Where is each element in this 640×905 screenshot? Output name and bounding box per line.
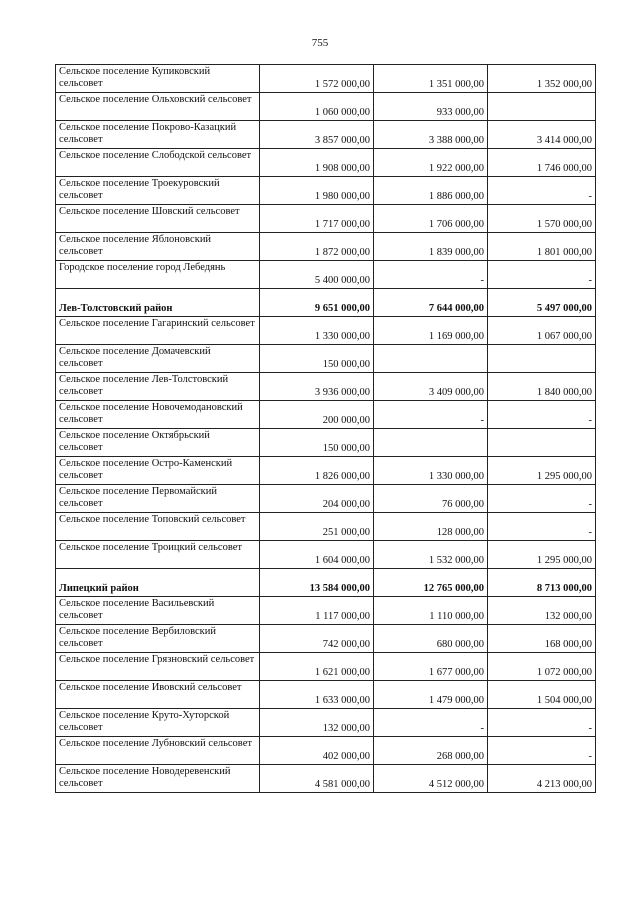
amount-col2-cell: 128 000,00 bbox=[374, 513, 488, 541]
table-row bbox=[56, 261, 596, 289]
settlement-name-cell: Сельское поселение Лев-Толстовский сельсовет bbox=[56, 373, 260, 401]
amount-col3-cell: 1 352 000,00 bbox=[488, 65, 596, 93]
amount-col1-cell: 1 060 000,00 bbox=[260, 93, 374, 121]
amount-col1-cell: 1 826 000,00 bbox=[260, 457, 374, 485]
table-row bbox=[56, 625, 596, 653]
table-row bbox=[56, 177, 596, 205]
settlement-name-cell: Сельское поселение Троицкий сельсовет bbox=[56, 541, 260, 569]
settlement-name-cell: Сельское поселение Новочемодановский сельсовет bbox=[56, 401, 260, 429]
amount-col3-cell: 1 801 000,00 bbox=[488, 233, 596, 261]
page-number: 755 bbox=[311, 37, 329, 49]
settlement-name-cell: Сельское поселение Домачевский сельсовет bbox=[56, 345, 260, 373]
amount-col1-cell: 132 000,00 bbox=[260, 709, 374, 737]
settlement-name-cell: Сельское поселение Вербиловский сельсовет bbox=[56, 625, 260, 653]
table-row bbox=[56, 233, 596, 261]
settlement-name-cell: Сельское поселение Гагаринский сельсовет bbox=[56, 317, 260, 345]
district-total-row bbox=[56, 289, 596, 317]
settlement-name-cell: Сельское поселение Лубновский сельсовет bbox=[56, 737, 260, 765]
amount-col3-cell bbox=[488, 93, 596, 121]
amount-col2-cell: 7 644 000,00 bbox=[374, 289, 488, 317]
amount-col2-cell: 1 839 000,00 bbox=[374, 233, 488, 261]
amount-col3-cell: 3 414 000,00 bbox=[488, 121, 596, 149]
settlement-name-cell: Сельское поселение Васильевский сельсовет bbox=[56, 597, 260, 625]
settlement-name-cell: Сельское поселение Слободской сельсовет bbox=[56, 149, 260, 177]
amount-col2-cell: 1 351 000,00 bbox=[374, 65, 488, 93]
table-row bbox=[56, 681, 596, 709]
settlement-name-cell: Сельское поселение Новодеревенский сельсовет bbox=[56, 765, 260, 793]
settlement-name-cell: Сельское поселение Купиковский сельсовет bbox=[56, 65, 260, 93]
amount-col2-cell bbox=[374, 345, 488, 373]
table-row bbox=[56, 121, 596, 149]
amount-col1-cell: 1 117 000,00 bbox=[260, 597, 374, 625]
amount-col3-cell: 1 067 000,00 bbox=[488, 317, 596, 345]
amount-col1-cell: 1 908 000,00 bbox=[260, 149, 374, 177]
amount-col1-cell: 13 584 000,00 bbox=[260, 569, 374, 597]
amount-col1-cell: 1 872 000,00 bbox=[260, 233, 374, 261]
table-row bbox=[56, 401, 596, 429]
table-row bbox=[56, 205, 596, 233]
amount-col1-cell: 150 000,00 bbox=[260, 345, 374, 373]
settlement-name-cell: Сельское поселение Грязновский сельсовет bbox=[56, 653, 260, 681]
amount-col1-cell: 5 400 000,00 bbox=[260, 261, 374, 289]
table-row bbox=[56, 737, 596, 765]
amount-col3-cell: 1 746 000,00 bbox=[488, 149, 596, 177]
amount-col2-cell: 680 000,00 bbox=[374, 625, 488, 653]
amount-col1-cell: 9 651 000,00 bbox=[260, 289, 374, 317]
settlement-name-cell: Сельское поселение Покрово-Казацкий сельсовет bbox=[56, 121, 260, 149]
amount-col2-cell: - bbox=[374, 401, 488, 429]
settlement-name-cell: Сельское поселение Троекуровский сельсовет bbox=[56, 177, 260, 205]
amount-col3-cell: - bbox=[488, 401, 596, 429]
amount-col2-cell: 1 532 000,00 bbox=[374, 541, 488, 569]
table-row bbox=[56, 597, 596, 625]
amount-col2-cell: 1 330 000,00 bbox=[374, 457, 488, 485]
settlement-name-cell: Сельское поселение Круто-Хуторской сельсовет bbox=[56, 709, 260, 737]
amount-col1-cell: 1 633 000,00 bbox=[260, 681, 374, 709]
budget-table bbox=[55, 64, 596, 793]
amount-col3-cell bbox=[488, 345, 596, 373]
amount-col3-cell: - bbox=[488, 709, 596, 737]
table-row bbox=[56, 93, 596, 121]
amount-col2-cell: 1 169 000,00 bbox=[374, 317, 488, 345]
amount-col1-cell: 742 000,00 bbox=[260, 625, 374, 653]
table-row bbox=[56, 485, 596, 513]
amount-col2-cell: 933 000,00 bbox=[374, 93, 488, 121]
settlement-name-cell: Лев-Толстовский район bbox=[56, 289, 260, 317]
amount-col2-cell: 4 512 000,00 bbox=[374, 765, 488, 793]
amount-col2-cell: 3 388 000,00 bbox=[374, 121, 488, 149]
amount-col2-cell: 76 000,00 bbox=[374, 485, 488, 513]
amount-col3-cell: 168 000,00 bbox=[488, 625, 596, 653]
amount-col1-cell: 402 000,00 bbox=[260, 737, 374, 765]
amount-col2-cell: - bbox=[374, 709, 488, 737]
amount-col1-cell: 150 000,00 bbox=[260, 429, 374, 457]
table-row bbox=[56, 65, 596, 93]
amount-col3-cell: 1 840 000,00 bbox=[488, 373, 596, 401]
amount-col2-cell: 12 765 000,00 bbox=[374, 569, 488, 597]
amount-col1-cell: 3 936 000,00 bbox=[260, 373, 374, 401]
amount-col3-cell: - bbox=[488, 485, 596, 513]
amount-col3-cell: 8 713 000,00 bbox=[488, 569, 596, 597]
amount-col2-cell: 1 677 000,00 bbox=[374, 653, 488, 681]
amount-col1-cell: 1 572 000,00 bbox=[260, 65, 374, 93]
table-row bbox=[56, 429, 596, 457]
amount-col1-cell: 1 717 000,00 bbox=[260, 205, 374, 233]
amount-col3-cell: 1 570 000,00 bbox=[488, 205, 596, 233]
settlement-name-cell: Липецкий район bbox=[56, 569, 260, 597]
amount-col2-cell: 1 110 000,00 bbox=[374, 597, 488, 625]
amount-col1-cell: 4 581 000,00 bbox=[260, 765, 374, 793]
amount-col3-cell: - bbox=[488, 513, 596, 541]
amount-col3-cell: 4 213 000,00 bbox=[488, 765, 596, 793]
amount-col2-cell: 1 706 000,00 bbox=[374, 205, 488, 233]
table-row bbox=[56, 345, 596, 373]
amount-col3-cell bbox=[488, 429, 596, 457]
amount-col3-cell: 1 072 000,00 bbox=[488, 653, 596, 681]
amount-col1-cell: 200 000,00 bbox=[260, 401, 374, 429]
amount-col3-cell: 5 497 000,00 bbox=[488, 289, 596, 317]
table-row bbox=[56, 765, 596, 793]
settlement-name-cell: Сельское поселение Остро-Каменский сельсовет bbox=[56, 457, 260, 485]
amount-col2-cell: 1 479 000,00 bbox=[374, 681, 488, 709]
district-total-row bbox=[56, 569, 596, 597]
amount-col2-cell: - bbox=[374, 261, 488, 289]
settlement-name-cell: Сельское поселение Шовский сельсовет bbox=[56, 205, 260, 233]
amount-col3-cell: - bbox=[488, 737, 596, 765]
settlement-name-cell: Сельское поселение Ольховский сельсовет bbox=[56, 93, 260, 121]
amount-col3-cell: - bbox=[488, 261, 596, 289]
table-row bbox=[56, 709, 596, 737]
settlement-name-cell: Сельское поселение Яблоновский сельсовет bbox=[56, 233, 260, 261]
amount-col3-cell: 1 504 000,00 bbox=[488, 681, 596, 709]
table-row bbox=[56, 513, 596, 541]
budget-table-body bbox=[56, 65, 596, 793]
amount-col3-cell: 1 295 000,00 bbox=[488, 457, 596, 485]
table-row bbox=[56, 541, 596, 569]
table-row bbox=[56, 653, 596, 681]
settlement-name-cell: Сельское поселение Первомайский сельсовет bbox=[56, 485, 260, 513]
table-row bbox=[56, 317, 596, 345]
amount-col1-cell: 251 000,00 bbox=[260, 513, 374, 541]
amount-col2-cell: 268 000,00 bbox=[374, 737, 488, 765]
table-row bbox=[56, 457, 596, 485]
settlement-name-cell: Городское поселение город Лебедянь bbox=[56, 261, 260, 289]
settlement-name-cell: Сельское поселение Топовский сельсовет bbox=[56, 513, 260, 541]
settlement-name-cell: Сельское поселение Октябрьский сельсовет bbox=[56, 429, 260, 457]
amount-col3-cell: 1 295 000,00 bbox=[488, 541, 596, 569]
amount-col3-cell: - bbox=[488, 177, 596, 205]
amount-col1-cell: 1 980 000,00 bbox=[260, 177, 374, 205]
amount-col1-cell: 1 604 000,00 bbox=[260, 541, 374, 569]
settlement-name-cell: Сельское поселение Ивовский сельсовет bbox=[56, 681, 260, 709]
amount-col2-cell: 3 409 000,00 bbox=[374, 373, 488, 401]
table-row bbox=[56, 149, 596, 177]
amount-col1-cell: 1 621 000,00 bbox=[260, 653, 374, 681]
amount-col3-cell: 132 000,00 bbox=[488, 597, 596, 625]
amount-col2-cell bbox=[374, 429, 488, 457]
amount-col1-cell: 1 330 000,00 bbox=[260, 317, 374, 345]
table-row bbox=[56, 373, 596, 401]
amount-col2-cell: 1 922 000,00 bbox=[374, 149, 488, 177]
amount-col1-cell: 204 000,00 bbox=[260, 485, 374, 513]
amount-col2-cell: 1 886 000,00 bbox=[374, 177, 488, 205]
amount-col1-cell: 3 857 000,00 bbox=[260, 121, 374, 149]
